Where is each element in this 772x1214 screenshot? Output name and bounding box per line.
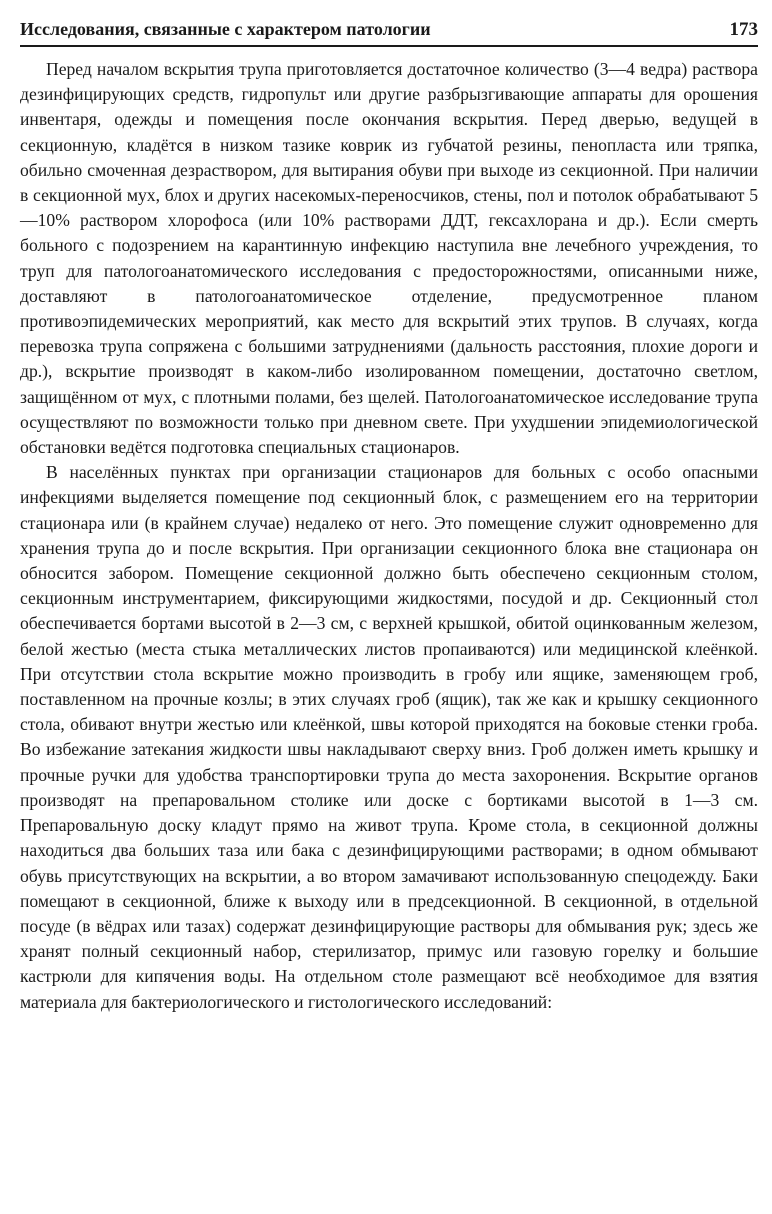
- running-header: [20, 18, 758, 47]
- page-number: 173: [729, 19, 758, 40]
- paragraph-2: В населённых пунктах при организации стационаров для больных с особо опасными инфекциями выделяется помещение под секционный блок, с размещением его на территории стационара или (в крайнем случае) недалеко от него. Это помещение служит одновременно для хранения трупа до и после вскрытия. При организации секционного блока вне стационара он обносится забором. Помещение секционной должно быть обеспечено секционным столом, секционным инструментарием, фиксирующими жидкостями, посудой и др. Секционный стол обеспечивается бортами высотой в 2—3 см, с верхней крышкой, обитой оцинкованным железом, белой жестью (места стыка металлических листов пропаиваются) или медицинской клеёнкой. При отсутствии стола вскрытие можно производить в гробу или ящике, заменяющем гроб, поставленном на прочные козлы; в этих случаях гроб (ящик), так же как и крышку секционного стола, обивают внутри жестью или клеёнкой, швы которой приходятся на боковые стенки гроба. Во избежание затекания жидкости швы накладывают сверху вниз. Гроб должен иметь крышку и прочные ручки для удобства транспортировки трупа до места захоронения. Вскрытие органов производят на препаровальном столике или доске с бортиками высотой в 1—3 см. Препаровальную доску кладут прямо на живот трупа. Кроме стола, в секционной должны находиться два больших таза или бака с дезинфицирующими растворами; в одном обмывают обувь присутствующих на вскрытии, а во втором замачивают использованную спецодежду. Баки помещают в секционной, ближе к выходу или в предсекционной. В секционной, в отдельной посуде (в вёдрах или тазах) содержат дезинфицирующие растворы для обмывания рук; здесь же хранят полный секционный набор, стерилизатор, примус или газовую горелку и большие кастрюли для кипячения воды. На отдельном столе размещают всё необходимое для взятия материала для бактериологического и гистологического исследований:: [20, 462, 758, 1012]
- paragraph-1: Перед началом вскрытия трупа приготовляется достаточное количество (3—4 ведра) раствора дезинфицирующих средств, гидропульт или другие разбрызгивающие аппараты для орошения инвентаря, одежды и помещения после окончания вскрытия. Перед дверью, ведущей в секционную, кладётся в низком тазике коврик из губчатой резины, пенопласта или тряпка, обильно смоченная дезраствором, для вытирания обуви при выходе из секционной. При наличии в секционной мух, блох и других насекомых-переносчиков, стены, пол и потолок обрабатывают 5—10% раствором хлорофоса (или 10% растворами ДДТ, гексахлорана и др.). Если смерть больного с подозрением на карантинную инфекцию наступила вне лечебного учреждения, то труп для патологоанатомического исследования с предосторожностями, описанными ниже, доставляют в патологоанатомическое отделение, предусмотренное планом противоэпидемических мероприятий, как место для вскрытий этих трупов. В случаях, когда перевозка трупа сопряжена с большими затруднениями (дальность расстояния, плохие дороги и др.), вскрытие производят в каком-либо изолированном помещении, достаточно светлом, защищённом от мух, с плотными полами, без щелей. Патологоанатомическое исследование трупа осуществляют по возможности только при дневном свете. При ухудшении эпидемиологической обстановки ведётся подготовка специальных стационаров.: [20, 59, 758, 458]
- running-title: Исследования, связанные с характером патологии: [20, 19, 431, 39]
- body-text: [20, 57, 758, 1015]
